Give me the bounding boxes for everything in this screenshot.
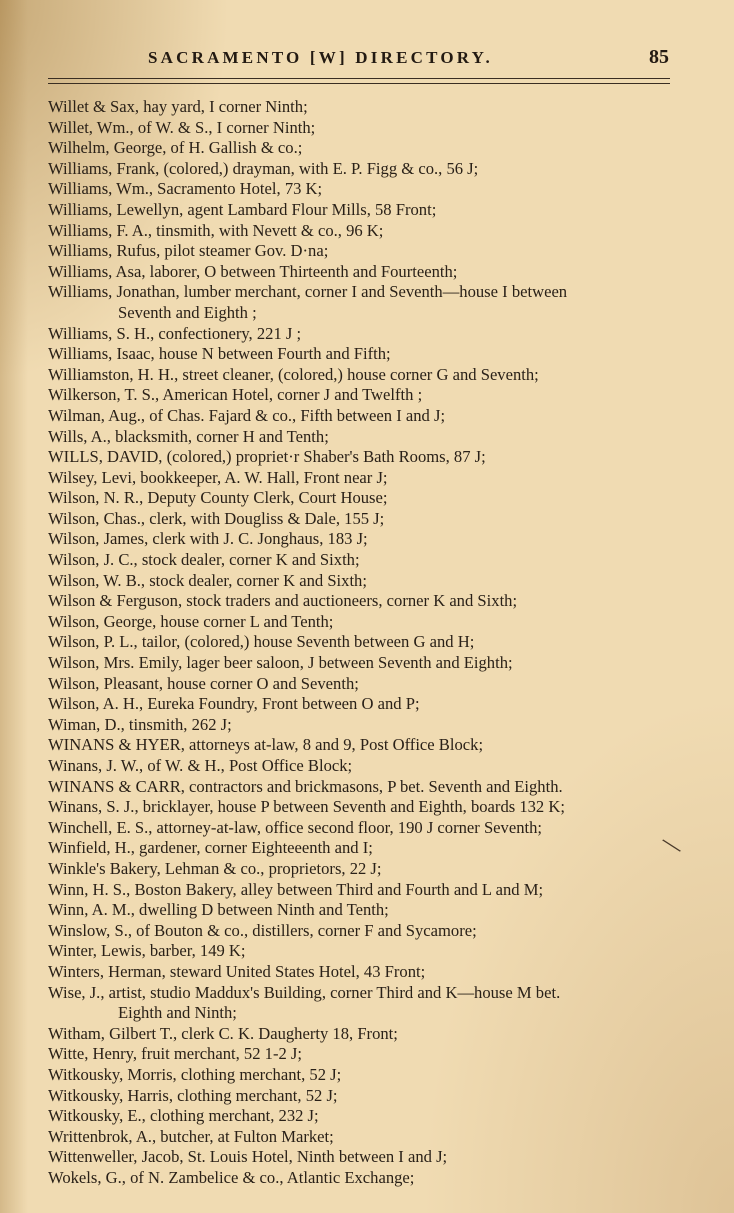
directory-entry bbox=[48, 262, 678, 283]
entry-text: Wilson, P. L., tailor, (colored,) house Seventh between G and H; bbox=[48, 632, 475, 652]
entry-text: Winans, J. W., of W. & H., Post Office Block; bbox=[48, 756, 353, 775]
entry-text: Wokels, G., of N. Zambelice & co., Atlantic Exchange; bbox=[48, 1167, 415, 1187]
entry-text: Williams, Isaac, house N between Fourth and Fifth; bbox=[48, 344, 391, 364]
margin-mark: ╲ bbox=[663, 836, 681, 857]
entry-text: WILLS, DAVID, (colored,) propriet·r Shaber's Bath Rooms, 87 J; bbox=[48, 447, 486, 467]
directory-entry bbox=[48, 653, 678, 674]
entry-text: Winn, H. S., Boston Bakery, alley between Third and Fourth and L and M; bbox=[48, 879, 544, 899]
directory-entry bbox=[48, 324, 678, 345]
directory-entry bbox=[48, 468, 678, 489]
entry-text: Wise, J., artist, studio Maddux's Building, corner Third and K—house M bet. bbox=[48, 982, 561, 1002]
directory-entry bbox=[48, 138, 678, 159]
entry-text: WINANS & CARR, contractors and brickmasons, P bet. Seventh and Eighth. bbox=[48, 776, 563, 796]
directory-entry bbox=[48, 550, 678, 571]
header-rule bbox=[48, 78, 670, 79]
entry-text: Williams, Jonathan, lumber merchant, corner I and Seventh—house I between bbox=[48, 282, 568, 302]
directory-entry bbox=[48, 447, 678, 468]
entry-text: Witham, Gilbert T., clerk C. K. Daugherty 18, Front; bbox=[48, 1023, 398, 1043]
entry-text: Wilson, George, house corner L and Tenth; bbox=[48, 611, 334, 631]
entry-text: Wilsey, Levi, bookkeeper, A. W. Hall, Front near J; bbox=[48, 467, 388, 487]
directory-entry bbox=[48, 1086, 678, 1107]
directory-entry bbox=[48, 118, 678, 139]
directory-entry bbox=[48, 591, 678, 612]
directory-entry bbox=[48, 1168, 678, 1189]
directory-entry bbox=[48, 385, 678, 406]
directory-entry bbox=[48, 1147, 678, 1168]
directory-entry bbox=[48, 159, 678, 180]
entry-text: Williams, S. H., confectionery, 221 J ; bbox=[48, 323, 302, 343]
directory-entry bbox=[48, 200, 678, 221]
entry-continuation: Eighth and Ninth; bbox=[118, 1003, 237, 1023]
entry-text: Winchell, E. S., attorney-at-law, office second floor, 190 J corner Seventh; bbox=[48, 817, 543, 837]
directory-entry bbox=[48, 777, 678, 798]
entry-text: Willet, Wm., of W. & S., I corner Ninth; bbox=[48, 117, 316, 137]
header-rule-double bbox=[48, 83, 670, 84]
entry-text: Wilhelm, George, of H. Gallish & co.; bbox=[48, 138, 303, 158]
entry-text: Williams, Lewellyn, agent Lambard Flour Mills, 58 Front; bbox=[48, 199, 437, 219]
directory-entry bbox=[48, 756, 678, 777]
entry-text: Witkousky, Harris, clothing merchant, 52 J; bbox=[48, 1085, 338, 1105]
directory-entry bbox=[48, 571, 678, 592]
entry-text: Williams, F. A., tinsmith, with Nevett & co., 96 K; bbox=[48, 220, 384, 240]
entry-text: Witkousky, Morris, clothing merchant, 52 J; bbox=[48, 1064, 342, 1084]
entry-text: Wilman, Aug., of Chas. Fajard & co., Fifth between I and J; bbox=[48, 405, 446, 425]
entry-text: Williams, Wm., Sacramento Hotel, 73 K; bbox=[48, 179, 323, 199]
directory-entry bbox=[48, 818, 678, 839]
directory-entry bbox=[48, 859, 678, 880]
directory-entry bbox=[48, 1127, 678, 1148]
directory-entry bbox=[48, 282, 678, 323]
entry-text: Wilson, James, clerk with J. C. Jonghaus, 183 J; bbox=[48, 529, 368, 549]
directory-entry bbox=[48, 241, 678, 262]
directory-entry bbox=[48, 900, 678, 921]
directory-entry bbox=[48, 179, 678, 200]
entry-text: Wittenweller, Jacob, St. Louis Hotel, Ninth between I and J; bbox=[48, 1147, 448, 1167]
entry-text: Writtenbrok, A., butcher, at Fulton Market; bbox=[48, 1126, 334, 1146]
directory-entry bbox=[48, 221, 678, 242]
entry-text: Willet & Sax, hay yard, I corner Ninth; bbox=[48, 97, 308, 116]
directory-entries bbox=[48, 97, 678, 1188]
directory-entry bbox=[48, 921, 678, 942]
directory-entry bbox=[48, 1106, 678, 1127]
entry-text: Winans, S. J., bricklayer, house P between Seventh and Eighth, boards 132 K; bbox=[48, 797, 565, 817]
entry-text: Wilkerson, T. S., American Hotel, corner J and Twelfth ; bbox=[48, 385, 423, 405]
entry-text: Williamston, H. H., street cleaner, (colored,) house corner G and Seventh; bbox=[48, 364, 539, 384]
entry-continuation: Seventh and Eighth ; bbox=[118, 302, 257, 322]
entry-text: Williams, Asa, laborer, O between Thirteenth and Fourteenth; bbox=[48, 261, 458, 281]
entry-text: Winfield, H., gardener, corner Eighteeenth and I; bbox=[48, 838, 373, 858]
directory-entry bbox=[48, 365, 678, 386]
directory-entry bbox=[48, 632, 678, 653]
entry-text: Winn, A. M., dwelling D between Ninth and Tenth; bbox=[48, 900, 389, 920]
entry-text: Wiman, D., tinsmith, 262 J; bbox=[48, 714, 232, 734]
directory-entry bbox=[48, 694, 678, 715]
directory-entry bbox=[48, 1065, 678, 1086]
entry-text: Winter, Lewis, barber, 149 K; bbox=[48, 941, 246, 961]
directory-entry bbox=[48, 983, 678, 1024]
entry-text: Wilson, Chas., clerk, with Dougliss & Dale, 155 J; bbox=[48, 508, 385, 528]
directory-entry bbox=[48, 406, 678, 427]
entry-text: Witte, Henry, fruit merchant, 52 1-2 J; bbox=[48, 1044, 303, 1064]
page-number: 85 bbox=[649, 46, 669, 68]
directory-entry bbox=[48, 488, 678, 509]
entry-text: Wilson & Ferguson, stock traders and auctioneers, corner K and Sixth; bbox=[48, 591, 518, 611]
entry-text: Wilson, W. B., stock dealer, corner K and Sixth; bbox=[48, 570, 367, 590]
directory-entry bbox=[48, 529, 678, 550]
entry-text: Witkousky, E., clothing merchant, 232 J; bbox=[48, 1106, 319, 1126]
entry-text: Wills, A., blacksmith, corner H and Tenth; bbox=[48, 426, 329, 446]
directory-entry bbox=[48, 97, 678, 118]
entry-text: Wilson, Mrs. Emily, lager beer saloon, J between Seventh and Eighth; bbox=[48, 653, 513, 673]
directory-entry bbox=[48, 509, 678, 530]
directory-entry bbox=[48, 880, 678, 901]
entry-text: Wilson, Pleasant, house corner O and Seventh; bbox=[48, 673, 359, 693]
entry-text: Williams, Frank, (colored,) drayman, with E. P. Figg & co., 56 J; bbox=[48, 158, 479, 178]
directory-entry bbox=[48, 344, 678, 365]
entry-text: WINANS & HYER, attorneys at-law, 8 and 9, Post Office Block; bbox=[48, 735, 484, 755]
entry-text: Winters, Herman, steward United States Hotel, 43 Front; bbox=[48, 961, 426, 981]
entry-text: Winkle's Bakery, Lehman & co., proprietors, 22 J; bbox=[48, 858, 382, 878]
directory-entry bbox=[48, 1044, 678, 1065]
entry-text: Wilson, J. C., stock dealer, corner K and Sixth; bbox=[48, 550, 360, 570]
directory-entry bbox=[48, 941, 678, 962]
directory-entry bbox=[48, 674, 678, 695]
directory-entry bbox=[48, 427, 678, 448]
directory-entry bbox=[48, 1024, 678, 1045]
entry-text: Williams, Rufus, pilot steamer Gov. D·na; bbox=[48, 241, 329, 261]
directory-entry bbox=[48, 612, 678, 633]
running-title: SACRAMENTO [W] DIRECTORY. bbox=[148, 48, 493, 67]
entry-text: Wilson, A. H., Eureka Foundry, Front between O and P; bbox=[48, 694, 420, 714]
directory-entry bbox=[48, 715, 678, 736]
entry-text: Winslow, S., of Bouton & co., distillers, corner F and Sycamore; bbox=[48, 920, 477, 940]
directory-entry bbox=[48, 735, 678, 756]
directory-entry bbox=[48, 962, 678, 983]
directory-entry bbox=[48, 797, 678, 818]
page-header bbox=[60, 44, 675, 78]
directory-entry bbox=[48, 838, 678, 859]
entry-text: Wilson, N. R., Deputy County Clerk, Court House; bbox=[48, 488, 388, 508]
